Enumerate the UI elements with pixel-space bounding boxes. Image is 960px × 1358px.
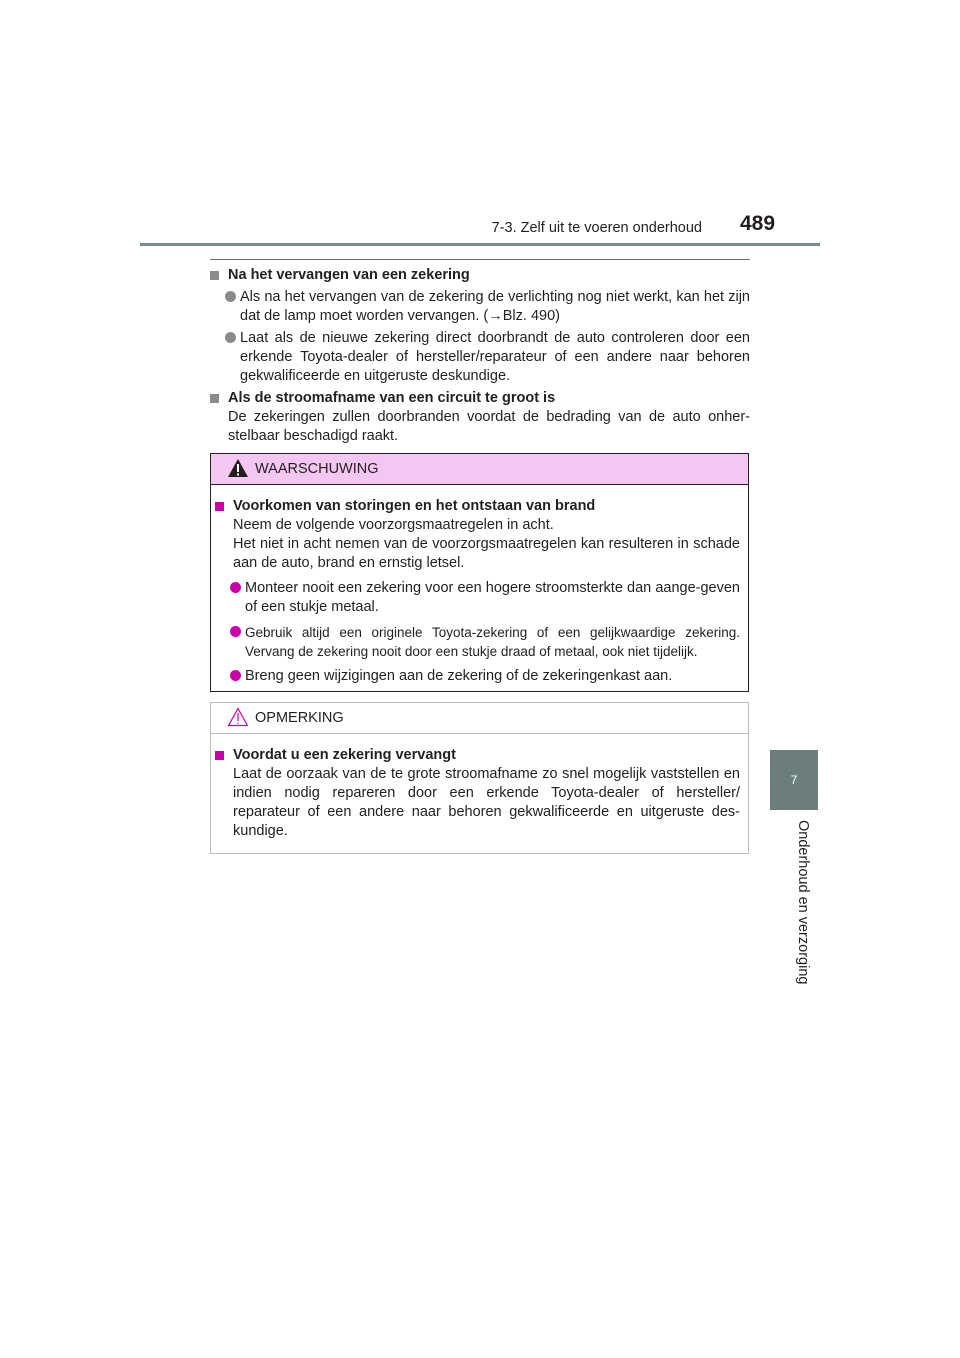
list-item: Gebruik altijd een originele Toyota-zekering of een gelijkwaardige zekering. Vervang de zekering nooit door een stukje draad of metaal, ook niet tijdelijk. [215, 623, 740, 661]
warning-intro: Neem de volgende voorzorgsmaatregelen in acht. [233, 517, 554, 533]
square-bullet-icon [210, 394, 219, 403]
warning-label: WAARSCHUWING [255, 461, 379, 477]
warning-triangle-icon [227, 458, 249, 483]
round-bullet-icon [230, 670, 241, 681]
section-title: Na het vervangen van een zekering [210, 266, 750, 285]
warning-box [210, 453, 749, 692]
note-header [211, 703, 748, 734]
main-content [210, 266, 750, 446]
square-bullet-icon [210, 271, 219, 280]
note-box [210, 702, 749, 854]
note-label: OPMERKING [255, 710, 344, 726]
caution-triangle-icon [227, 707, 249, 732]
section-text: De zekeringen zullen doorbranden voordat de bedrading van de auto onher-stelbaar beschadigd raakt. [228, 409, 750, 444]
list-item: Breng geen wijzigingen aan de zekering of de zekeringenkast aan. [215, 667, 740, 686]
square-bullet-icon [215, 751, 224, 760]
section-header: 7-3. Zelf uit te voeren onderhoud [491, 220, 702, 236]
list-item: Laat als de nieuwe zekering direct doorbrandt de auto controleren door een erkende Toyota-dealer of hersteller/reparateur of een andere naar behoren gekwalificeerde en uitgeruste deskundige. [210, 329, 750, 386]
content-rule [210, 259, 750, 260]
chapter-tab[interactable] [770, 750, 818, 810]
round-bullet-icon [225, 332, 236, 343]
header-rule [140, 243, 820, 246]
square-bullet-icon [215, 502, 224, 511]
list-item: Als na het vervangen van de zekering de verlichting nog niet werkt, kan het zijn dat de lamp moet worden vervangen. (→Blz. 490) [210, 288, 750, 326]
chapter-label: Onderhoud en verzorging [795, 820, 811, 985]
warning-header [211, 454, 748, 485]
chapter-number: 7 [790, 773, 798, 787]
note-text: Laat de oorzaak van de te grote stroomafname zo snel mogelijk vaststellen en indien nodig repareren door een erkende Toyota-dealer of hersteller/ reparateur of een andere naar behoren gekwalificeerde en uitgeruste des-kundige. [233, 766, 740, 839]
round-bullet-icon [225, 291, 236, 302]
note-title: Voordat u een zekering vervangt [215, 746, 740, 765]
page-number: 489 [740, 212, 776, 235]
section-title: Als de stroomafname van een circuit te groot is [210, 389, 750, 408]
warning-title: Voorkomen van storingen en het ontstaan van brand [215, 497, 740, 516]
round-bullet-icon [230, 582, 241, 593]
warning-intro: Het niet in acht nemen van de voorzorgsmaatregelen kan resulteren in schade aan de auto, brand en ernstig letsel. [233, 536, 740, 571]
round-bullet-icon [230, 626, 241, 637]
list-item: Monteer nooit een zekering voor een hogere stroomsterkte dan aange-geven of een stukje metaal. [215, 579, 740, 617]
